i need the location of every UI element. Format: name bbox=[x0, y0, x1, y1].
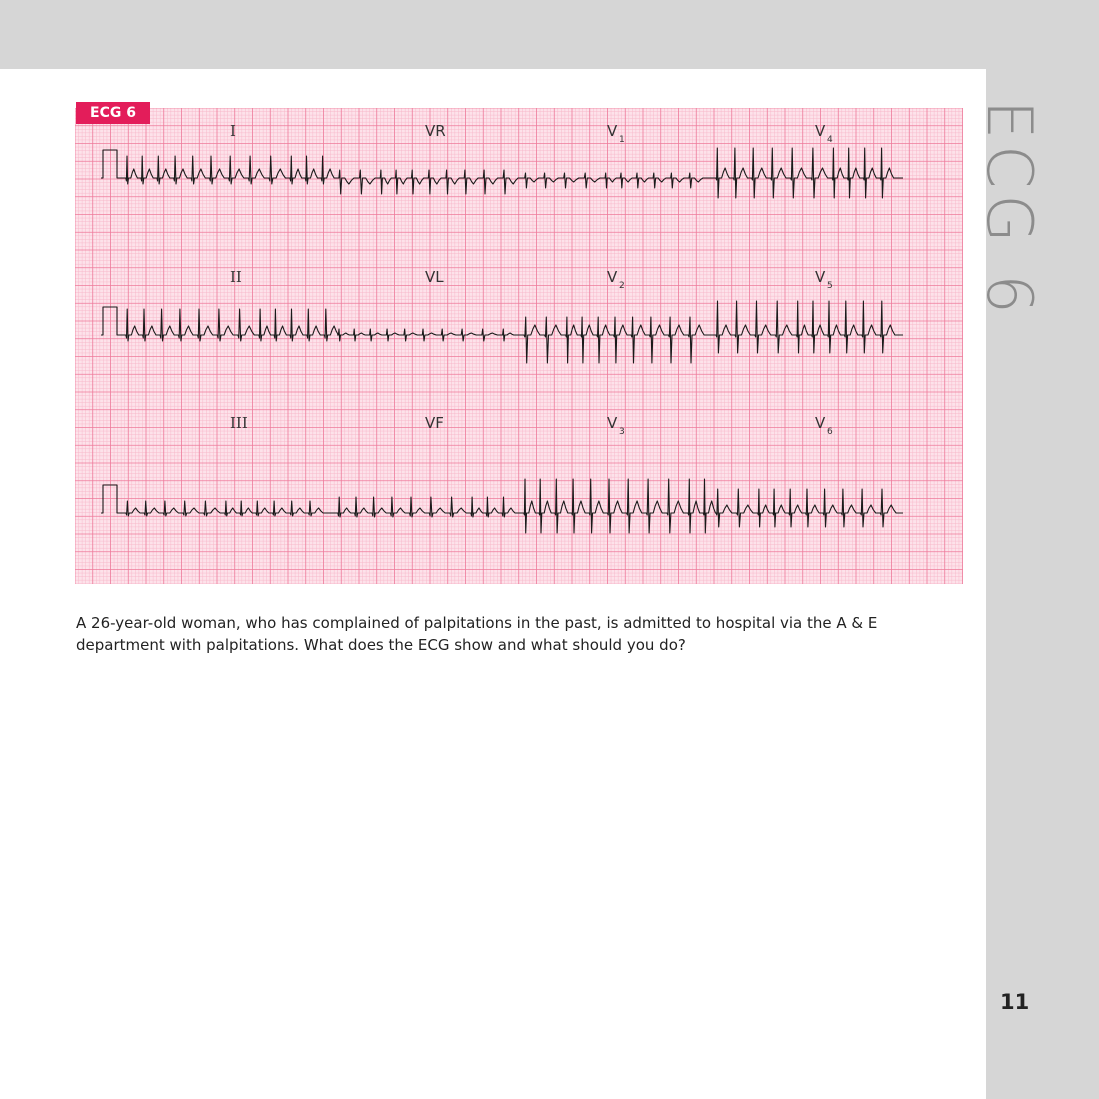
page-number: 11 bbox=[1000, 990, 1030, 1014]
lead-label-subscript: 1 bbox=[619, 135, 625, 145]
lead-label: III bbox=[230, 414, 248, 432]
lead-label: VL bbox=[425, 268, 444, 286]
ecg-badge: ECG 6 bbox=[76, 102, 150, 124]
side-title: ECG 6 bbox=[973, 100, 1046, 320]
lead-label-subscript: 4 bbox=[827, 135, 833, 145]
lead-label-subscript: 5 bbox=[827, 281, 833, 291]
lead-label-subscript: 2 bbox=[619, 281, 625, 291]
lead-label: V bbox=[815, 268, 826, 286]
lead-label: II bbox=[230, 268, 242, 286]
lead-label: V bbox=[607, 268, 618, 286]
lead-label: V bbox=[607, 414, 618, 432]
top-band bbox=[0, 0, 1099, 69]
lead-label: V bbox=[815, 122, 826, 140]
ecg-figure bbox=[75, 108, 963, 584]
lead-label-subscript: 6 bbox=[827, 427, 833, 437]
lead-label: V bbox=[815, 414, 826, 432]
ecg-chart bbox=[75, 108, 963, 584]
question-text: A 26-year-old woman, who has complained of palpitations in the past, is admitted to hospital via the A & E department with palpitations. What does the ECG show and what should you do? bbox=[76, 614, 878, 654]
lead-label: I bbox=[230, 122, 236, 140]
lead-label: VF bbox=[425, 414, 444, 432]
lead-label-subscript: 3 bbox=[619, 427, 625, 437]
lead-label: VR bbox=[425, 122, 446, 140]
lead-label: V bbox=[607, 122, 618, 140]
